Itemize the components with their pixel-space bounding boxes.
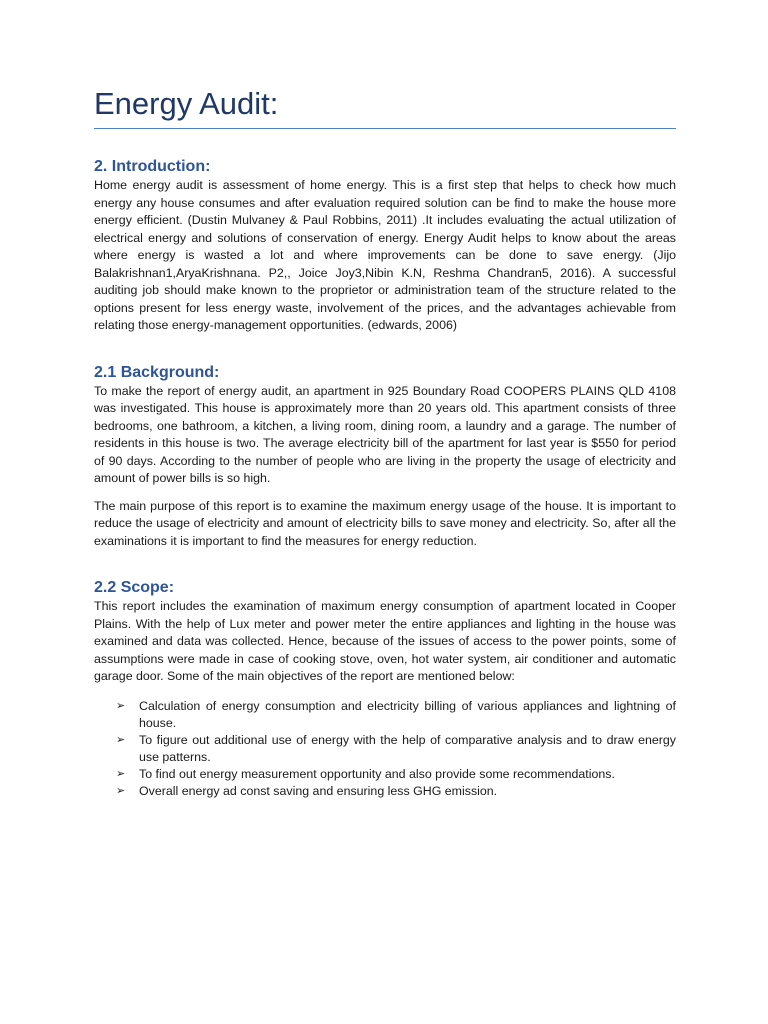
introduction-paragraph: Home energy audit is assessment of home energy. This is a first step that helps to check how much energy any house consumes and after evaluation required solution can be find to make the house more energy efficient. (Dustin Mulvaney & Paul Robbins, 2011) .It includes evaluating the actual utilization of electrical energy and solutions of conservation of energy. Energy Audit helps to know about the areas where energy is wasted a lot and where improvements can be done to save energy. (Jijo Balakrishnan1,AryaKrishnana. P2,, Joice Joy3,Nibin K.N, Reshma Chandran5, 2016). A successful auditing job should make known to the proprietor or administration team of the structure related to the options present for less energy waste, involvement of the prices, and the advantages achievable from relating those energy-management opportunities. (edwards, 2006) — [94, 178, 676, 332]
introduction-section — [94, 157, 676, 335]
list-item — [94, 732, 676, 766]
arrow-bullet-icon: ➢ — [116, 699, 126, 712]
scope-heading: 2.2 Scope: — [94, 579, 175, 596]
title-divider — [94, 128, 676, 129]
arrow-bullet-icon: ➢ — [116, 733, 126, 746]
background-section — [94, 363, 676, 551]
objective-text: Overall energy ad const saving and ensuring less GHG emission. — [139, 783, 498, 798]
objective-text: To find out energy measurement opportunity and also provide some recommendations. — [139, 766, 615, 781]
list-item — [94, 698, 676, 732]
objectives-list — [94, 698, 676, 800]
background-paragraph-2: The main purpose of this report is to examine the maximum energy usage of the house. It is important to reduce the usage of electricity and amount of electricity bills to save money and electricity. So, after all the examinations it is important to find the measures for energy reduction. — [94, 498, 676, 548]
objective-text: Calculation of energy consumption and electricity billing of various appliances and lightning of house. — [139, 698, 676, 730]
document-title: Energy Audit: — [94, 86, 279, 121]
arrow-bullet-icon: ➢ — [116, 784, 126, 797]
background-heading: 2.1 Background: — [94, 363, 220, 381]
scope-paragraph: This report includes the examination of maximum energy consumption of apartment located in Cooper Plains. With the help of Lux meter and power meter the entire appliances and lighting in the house was examined and data was collected. Hence, because of the issues of access to the power points, some of assumptions were made in case of cooking stove, oven, hot water system, air conditioner and automatic garage door. Some of the main objectives of the report are mentioned below: — [94, 599, 676, 683]
scope-section — [94, 578, 676, 800]
document-page — [94, 82, 676, 800]
list-item — [94, 783, 676, 800]
introduction-heading: 2. Introduction: — [94, 158, 211, 175]
arrow-bullet-icon: ➢ — [116, 767, 126, 780]
list-item — [94, 766, 676, 783]
objective-text: To figure out additional use of energy with the help of comparative analysis and to draw energy use patterns. — [139, 732, 676, 764]
background-paragraph-1: To make the report of energy audit, an apartment in 925 Boundary Road COOPERS PLAINS QLD 4108 was investigated. This house is approximately more than 20 years old. This apartment consists of three bedrooms, one bathroom, a kitchen, a living room, dining room, a laundry and a garage. The number of residents in this house is two. The average electricity bill of the apartment for last year is $550 for period of 90 days. According to the number of people who are living in the property the usage of electricity and amount of power bills is so high. — [94, 383, 676, 485]
